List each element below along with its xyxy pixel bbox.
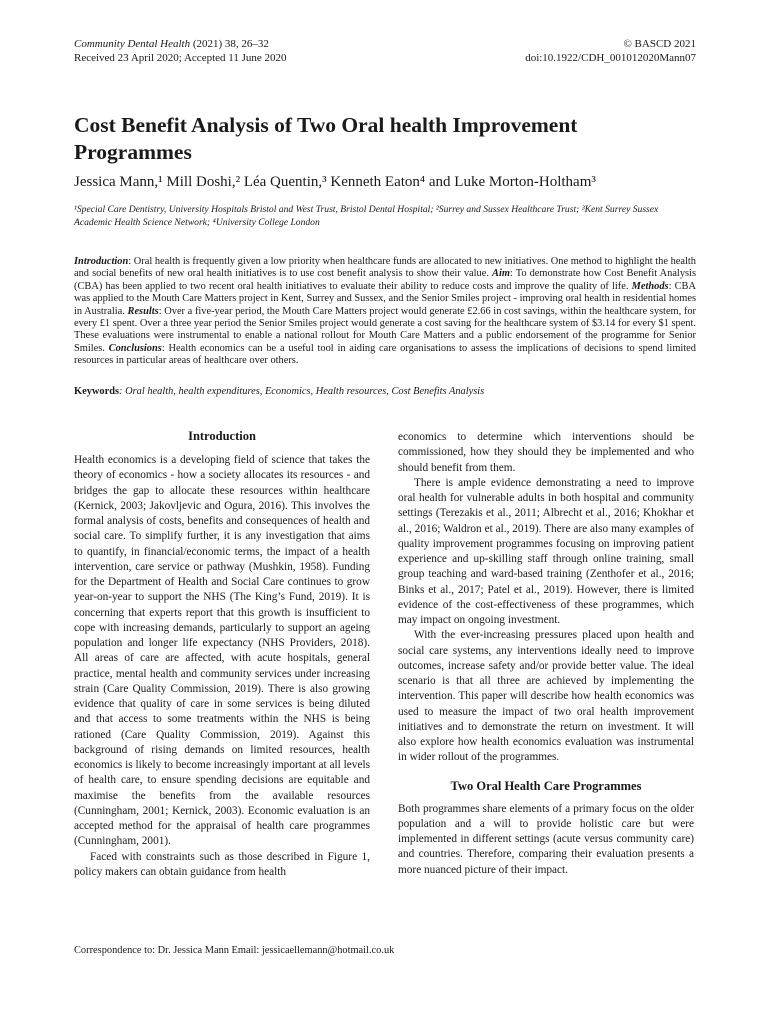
- left-column: [74, 428, 370, 880]
- author-list: Jessica Mann,¹ Mill Doshi,² Léa Quentin,³ Kenneth Eaton⁴ and Luke Morton-Holtham³: [74, 174, 596, 190]
- abstract-methods-text: : CBA was applied to the Mouth Care Matters project in Kent, Surrey and Sussex, and the Senior Smiles project - improving oral health in residential homes in Australia.: [74, 280, 696, 317]
- abstract-aim-label: Aim: [492, 268, 510, 280]
- citation-block: [74, 38, 287, 65]
- abstract-results-text: : Over a five-year period, the Mouth Care Matters project would generate £2.66 in cost savings, within the healthcare system, for every £1 spent. Over a three year period the Senior Smiles project would generate a cost saving for the healthcare system of $3.14 for every $1 spent. These evaluations were instrumental to enable a national rollout for Mouth Care Matters and a public endorsement of the programme for Senior Smiles.: [74, 305, 697, 354]
- abstract-results-label: Results: [127, 305, 159, 317]
- abstract-intro-text: : Oral health is frequently given a low priority when healthcare funds are allocated to new initiatives. One method to highlight the health and social benefits of new oral health initiatives is to use cost benefit analysis to show their value.: [74, 256, 696, 280]
- keywords-label: Keywords: [74, 386, 120, 397]
- paper-title: Cost Benefit Analysis of Two Oral health Improvement Programmes: [74, 113, 578, 164]
- doi[interactable]: doi:10.1922/CDH_001012020Mann07: [525, 51, 696, 64]
- abstract-intro-label: Introduction: [74, 256, 129, 267]
- received-dates: Received 23 April 2020; Accepted 11 June 2020: [74, 51, 287, 64]
- body-paragraph: economics to determine which interventions should be commissioned, how they should they be implemented and who should benefit from them.: [398, 431, 694, 474]
- body-paragraph: There is ample evidence demonstrating a need to improve oral health for vulnerable adults in both hospital and community settings (Terezakis et al., 2011; Albrecht et al., 2016; Khokhar et al., 2016; Waldron et al., 2019). There are also many examples of quality improvement programmes focusing on improving patient experience and up-skilling staff through online training, small group teaching and ward-based training (Zenthofer et al., 2016; Binks et al., 2017; Patel et al., 2019). However, there is limited evidence of the cost-effectiveness of these programmes, which may impact on ongoing investment.: [398, 476, 694, 626]
- copyright: © BASCD 2021: [623, 38, 696, 50]
- journal-name: Community Dental Health: [74, 38, 191, 50]
- abstract-aim-text: : To demonstrate how Cost Benefit Analysis (CBA) has been applied to two recent oral health initiatives to evaluate their ability to reduce costs and improve the quality of life.: [74, 268, 696, 292]
- copyright-block: [525, 38, 696, 65]
- body-paragraph: With the ever-increasing pressures placed upon health and social care systems, any interventions ideally need to improve outcomes, increase safety and/or provide better value. The ideal scenario is that all three are achieved by implementing the intervention. This paper will describe how health economics was used to measure the impact of two oral health improvement initiatives and to demonstrate the return on investment. It will also explore how health economics evaluation was instrumental in wider rollout of the programmes.: [398, 629, 694, 764]
- body-paragraph: Faced with constraints such as those described in Figure 1, policy makers can obtain guidance from health: [74, 850, 370, 878]
- body-paragraph: Health economics is a developing field of science that takes the theory of economics - how a society allocates its resources - and bridges the gap to allocate these resources within healthcare (Kernick, 2003; Jakovljevic and Ogura, 2016). This involves the formal analysis of costs, benefits and consequences of health and social care. To simplify further, it is any investigation that aims to quantify, in financial/economic terms, the impact of a health intervention, care service or pathway (Mushkin, 1958). Funding for the Department of Health and Social Care continues to grow year-on-year to support the NHS (The King’s Fund, 2019). It is concerning that experts report that this growth is insufficient to cope with increasing demands, particularly to support an ageing population and longer life expectancy (NHS Providers, 2018). All areas of care are affected, with acute hospitals, general practice, mental health and community services under increasing strain (Care Quality Commission, 2019). There is also growing evidence that quality of care in some services is being diluted and that access to some treatments within the NHS is being rationed (Care Quality Commission, 2019). Against this background of rising demands on limited resources, health economics is likely to become increasingly important at all levels of health care, to ensure spending decisions are equitable and maximise the benefits from the available resources (Cunningham, 2001; Kernick, 2003). Economic evaluation is an accepted method for the appraisal of health care programmes (Cunningham, 2001).: [74, 454, 370, 848]
- abstract-conclusions-label: Conclusions: [108, 342, 162, 354]
- keywords-value: : Oral health, health expenditures, Economics, Health resources, Cost Benefits Analysis: [119, 386, 485, 397]
- affiliations: ¹Special Care Dentistry, University Hospitals Bristol and West Trust, Bristol Dental Hospital; ²Surrey and Sussex Healthcare Trust; ³Kent Surrey Sussex Academic Health Science Network; ⁴University College London: [74, 204, 659, 228]
- correspondence: Correspondence to: Dr. Jessica Mann Email: jessicaellemann@hotmail.co.uk: [74, 945, 395, 956]
- right-column: [398, 430, 694, 878]
- section-heading-programmes: Two Oral Health Care Programmes: [450, 778, 642, 793]
- abstract-methods-label: Methods: [631, 280, 669, 292]
- abstract-conclusions-text: : Health economics can be a useful tool in aiding care organisations to assess the implications of decisions to spend limited resources in particular areas of healthcare over others.: [74, 342, 696, 367]
- introduction-heading: Introduction: [188, 429, 256, 443]
- keywords: [74, 386, 696, 397]
- abstract: [74, 256, 696, 368]
- body-paragraph: Both programmes share elements of a primary focus on the older population and a will to provide holistic care but were implemented in different settings (acute versus community care) and countries. Therefore, comparing their evaluation presents a more nuanced picture of their impact.: [398, 802, 694, 876]
- citation-details: (2021) 38, 26–32: [192, 38, 269, 50]
